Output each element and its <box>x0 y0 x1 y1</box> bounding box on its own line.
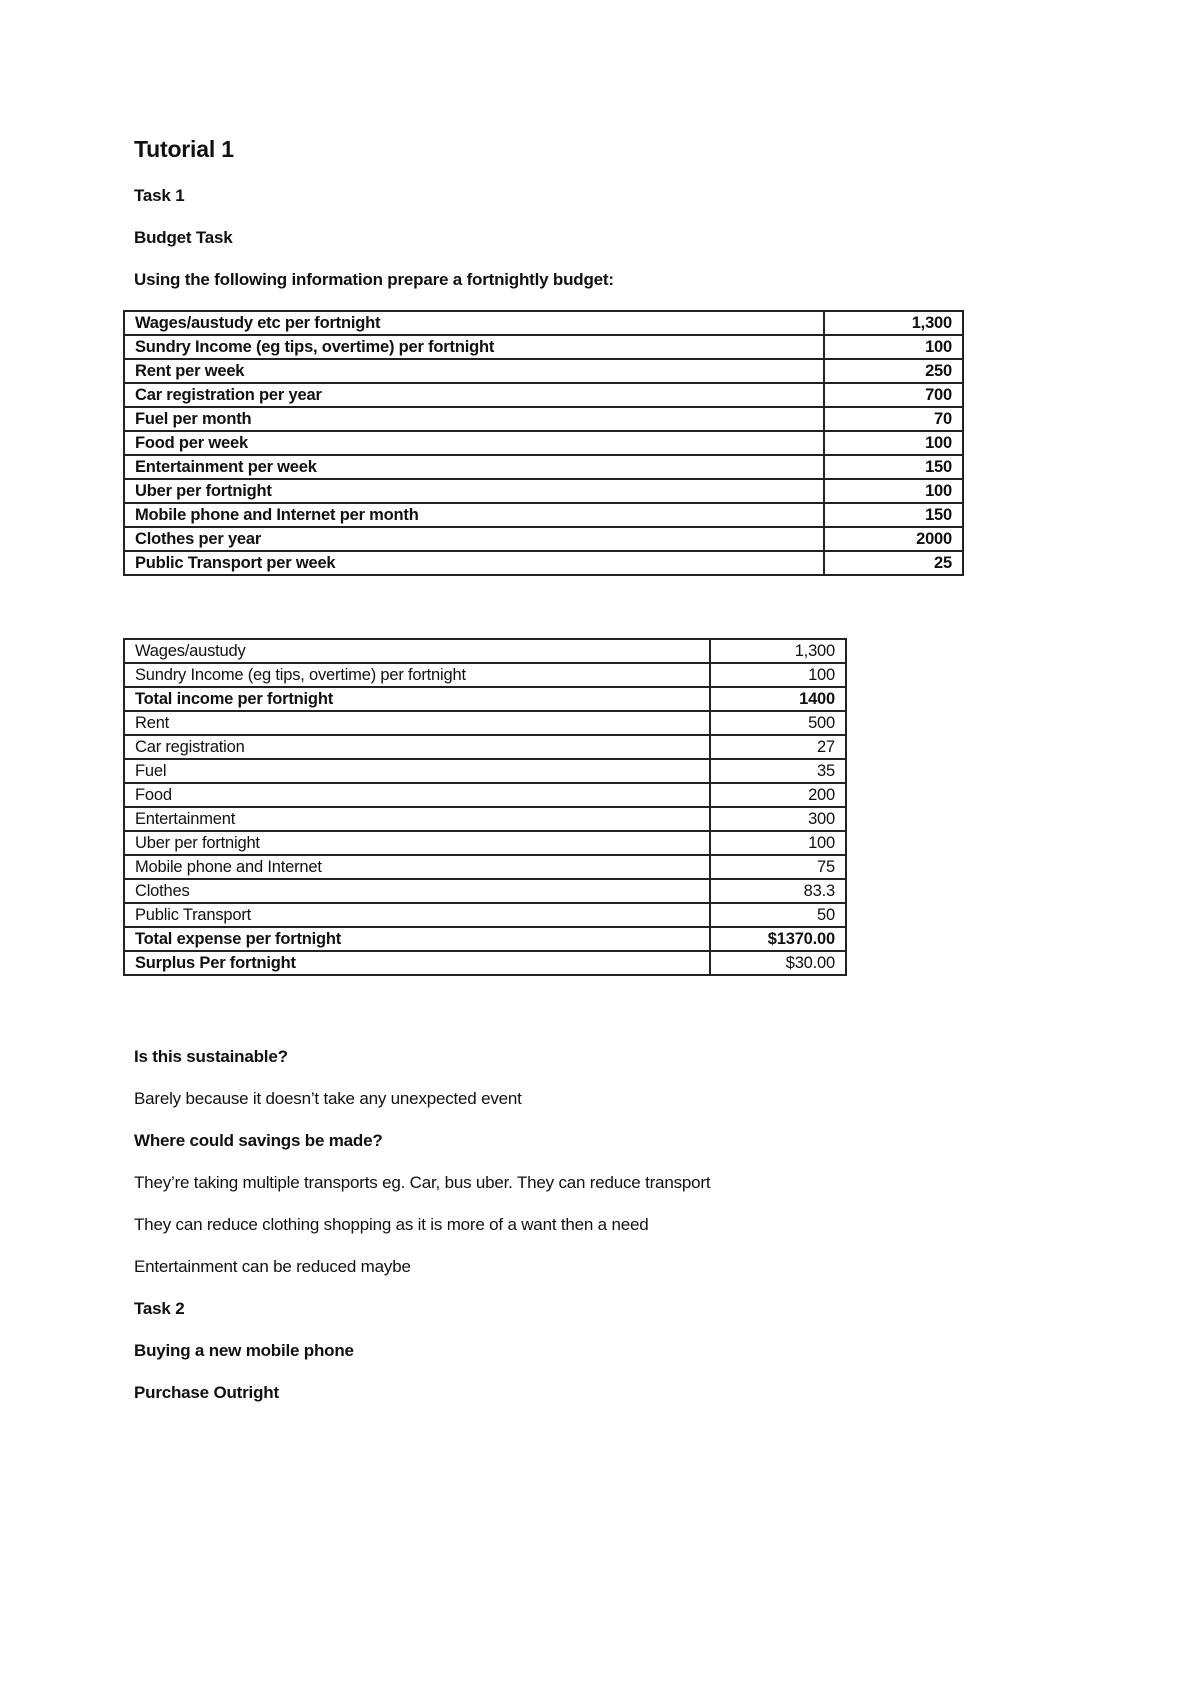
table-row <box>124 383 963 407</box>
budget-task-heading: Budget Task <box>134 228 233 247</box>
table-row <box>124 311 963 335</box>
table-row <box>124 527 963 551</box>
table-row <box>124 807 846 831</box>
row-value: 50 <box>710 903 846 927</box>
row-label: Rent <box>124 711 710 735</box>
row-label: Surplus Per fortnight <box>124 951 710 975</box>
table-row <box>124 711 846 735</box>
row-value: 100 <box>824 335 963 359</box>
table-row <box>124 503 963 527</box>
row-label: Uber per fortnight <box>124 831 710 855</box>
row-label: Clothes per year <box>124 527 824 551</box>
row-value: 200 <box>710 783 846 807</box>
row-value: 300 <box>710 807 846 831</box>
row-label: Car registration per year <box>124 383 824 407</box>
answer-savings-1: They’re taking multiple transports eg. Car, bus uber. They can reduce transport <box>134 1173 711 1192</box>
row-label: Clothes <box>124 879 710 903</box>
table-row <box>124 735 846 759</box>
table-row <box>124 831 846 855</box>
table-row <box>124 759 846 783</box>
table-row <box>124 903 846 927</box>
table-row <box>124 359 963 383</box>
row-value: 75 <box>710 855 846 879</box>
question-sustainable: Is this sustainable? <box>134 1047 288 1066</box>
row-label: Public Transport per week <box>124 551 824 575</box>
fortnightly-budget-table <box>123 638 847 976</box>
row-label: Fuel <box>124 759 710 783</box>
row-label: Entertainment <box>124 807 710 831</box>
row-label: Fuel per month <box>124 407 824 431</box>
row-value: 150 <box>824 455 963 479</box>
table-row <box>124 455 963 479</box>
task-2-heading: Task 2 <box>134 1299 185 1318</box>
row-value: 27 <box>710 735 846 759</box>
row-value: 700 <box>824 383 963 407</box>
row-value: $30.00 <box>710 951 846 975</box>
table-row <box>124 927 846 951</box>
row-label: Total income per fortnight <box>124 687 710 711</box>
row-value: 100 <box>824 479 963 503</box>
row-label: Mobile phone and Internet <box>124 855 710 879</box>
row-value: 100 <box>710 831 846 855</box>
row-label: Uber per fortnight <box>124 479 824 503</box>
row-value: 70 <box>824 407 963 431</box>
page-title: Tutorial 1 <box>134 136 234 162</box>
row-value: 35 <box>710 759 846 783</box>
table-row <box>124 951 846 975</box>
row-label: Entertainment per week <box>124 455 824 479</box>
row-label: Sundry Income (eg tips, overtime) per fortnight <box>124 663 710 687</box>
task-1-heading: Task 1 <box>134 186 185 205</box>
table-row <box>124 783 846 807</box>
row-label: Car registration <box>124 735 710 759</box>
answer-savings-2: They can reduce clothing shopping as it is more of a want then a need <box>134 1215 649 1234</box>
row-label: Food <box>124 783 710 807</box>
table-row <box>124 639 846 663</box>
table-row <box>124 855 846 879</box>
row-value: 500 <box>710 711 846 735</box>
table-row <box>124 879 846 903</box>
table-row <box>124 407 963 431</box>
table-row <box>124 479 963 503</box>
row-value: 83.3 <box>710 879 846 903</box>
row-label: Food per week <box>124 431 824 455</box>
row-value: 1400 <box>710 687 846 711</box>
row-value: 150 <box>824 503 963 527</box>
row-label: Mobile phone and Internet per month <box>124 503 824 527</box>
answer-savings-3: Entertainment can be reduced maybe <box>134 1257 411 1276</box>
row-label: Wages/austudy etc per fortnight <box>124 311 824 335</box>
question-savings: Where could savings be made? <box>134 1131 383 1150</box>
row-value: 2000 <box>824 527 963 551</box>
row-label: Wages/austudy <box>124 639 710 663</box>
row-value: 25 <box>824 551 963 575</box>
answer-sustainable: Barely because it doesn’t take any unexpected event <box>134 1089 522 1108</box>
row-label: Sundry Income (eg tips, overtime) per fortnight <box>124 335 824 359</box>
table-row <box>124 551 963 575</box>
row-label: Rent per week <box>124 359 824 383</box>
row-label: Total expense per fortnight <box>124 927 710 951</box>
row-label: Public Transport <box>124 903 710 927</box>
row-value: $1370.00 <box>710 927 846 951</box>
row-value: 1,300 <box>824 311 963 335</box>
table-row <box>124 335 963 359</box>
table-row <box>124 663 846 687</box>
instruction-text: Using the following information prepare a fortnightly budget: <box>134 270 614 289</box>
row-value: 1,300 <box>710 639 846 663</box>
task-2-title: Buying a new mobile phone <box>134 1341 354 1360</box>
row-value: 100 <box>710 663 846 687</box>
purchase-outright-heading: Purchase Outright <box>134 1383 279 1402</box>
row-value: 250 <box>824 359 963 383</box>
row-value: 100 <box>824 431 963 455</box>
table-row <box>124 687 846 711</box>
budget-info-table <box>123 310 964 576</box>
table-row <box>124 431 963 455</box>
